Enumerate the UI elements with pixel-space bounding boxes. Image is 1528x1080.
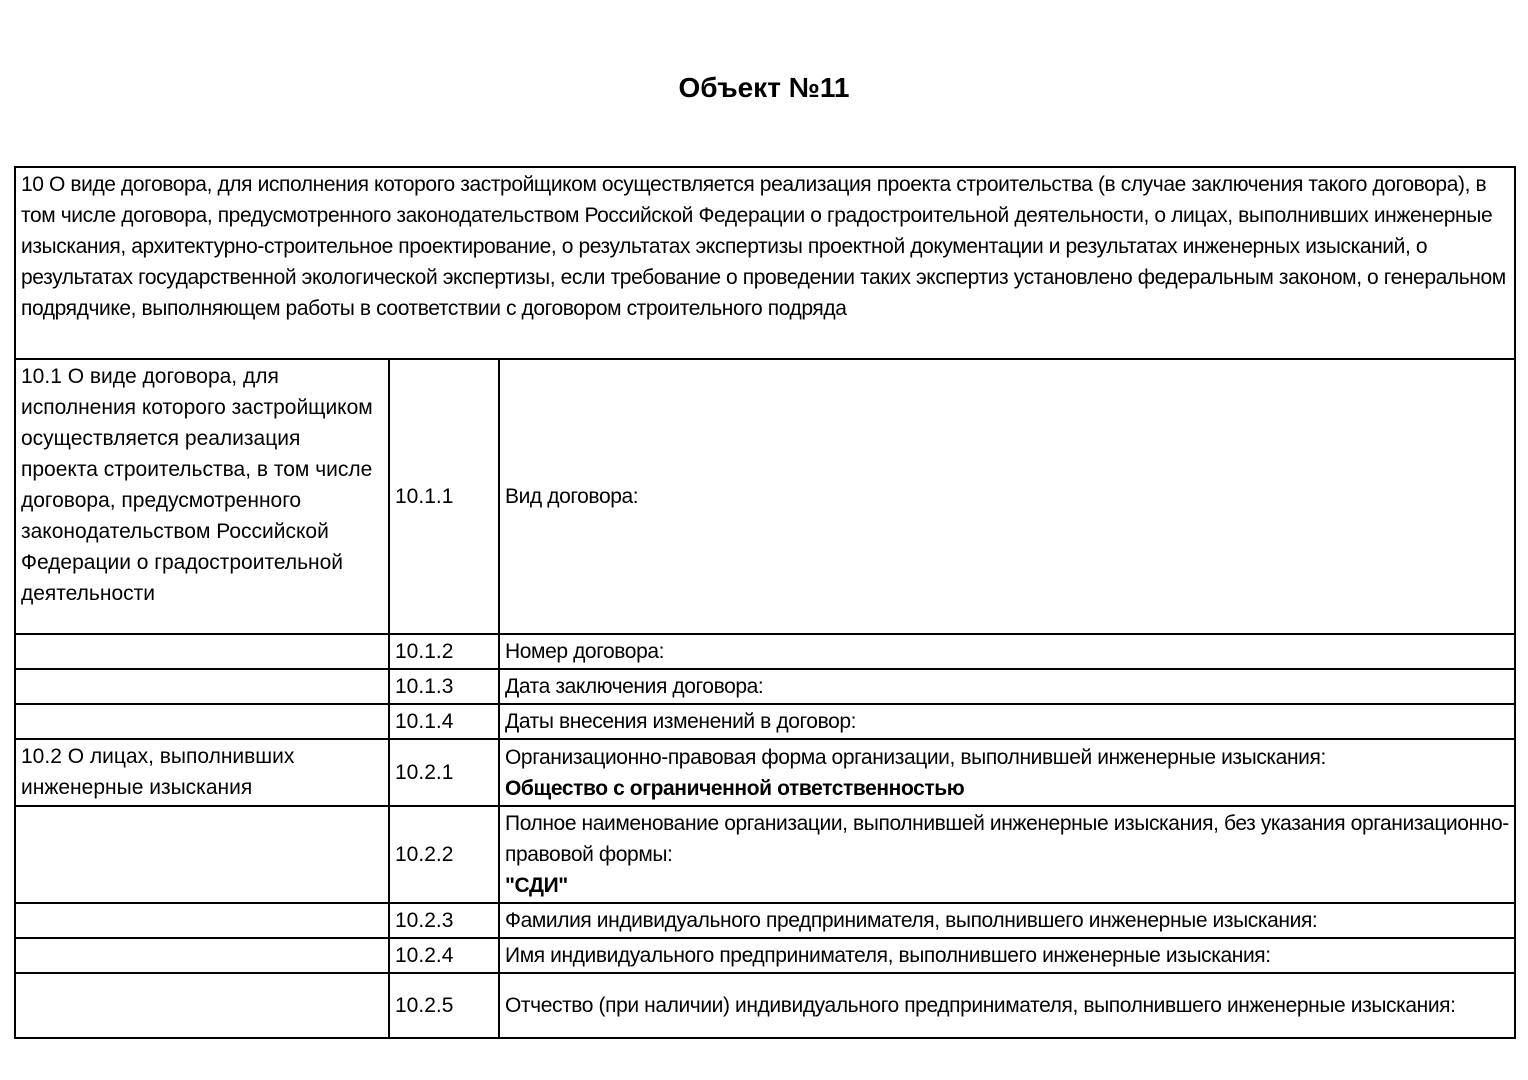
page-title: Объект №11 bbox=[678, 72, 850, 103]
category-cell bbox=[15, 903, 389, 938]
field-cell bbox=[499, 806, 1515, 903]
category-cell: 10.1 О виде договора, для исполнения которого застройщиком осуществляется реализация проекта строительства, в том числе договора, предусмотренного законодательством Российской Федерации о градостроительной деятельности bbox=[15, 359, 389, 634]
field-label: Дата заключения договора: bbox=[505, 675, 764, 698]
category-cell bbox=[15, 669, 389, 704]
table-row bbox=[15, 806, 1515, 903]
row-number-cell: 10.1.1 bbox=[389, 359, 499, 634]
row-number-cell: 10.1.4 bbox=[389, 704, 499, 739]
table-row bbox=[15, 359, 1515, 634]
field-label: Вид договора: bbox=[505, 485, 639, 508]
table-row bbox=[15, 739, 1515, 806]
table-row bbox=[15, 903, 1515, 938]
table-row bbox=[15, 704, 1515, 739]
field-cell bbox=[499, 634, 1515, 669]
field-label: Фамилия индивидуального предпринимателя, выполнившего инженерные изыскания: bbox=[505, 909, 1318, 932]
field-label: Полное наименование организации, выполнившей инженерные изыскания, без указания организационно-правовой формы: bbox=[505, 812, 1509, 866]
section-header-row bbox=[15, 167, 1515, 359]
table-row bbox=[15, 973, 1515, 1038]
row-number-cell: 10.2.1 bbox=[389, 739, 499, 806]
field-value: Общество с ограниченной ответственностью bbox=[505, 776, 965, 800]
row-number-cell: 10.2.3 bbox=[389, 903, 499, 938]
field-cell bbox=[499, 359, 1515, 634]
field-label: Номер договора: bbox=[505, 640, 665, 663]
declaration-table bbox=[14, 166, 1516, 1039]
table-row bbox=[15, 938, 1515, 973]
table-row bbox=[15, 634, 1515, 669]
category-cell bbox=[15, 973, 389, 1038]
field-label: Организационно-правовая форма организации, выполнившей инженерные изыскания: bbox=[505, 745, 1326, 769]
field-cell bbox=[499, 704, 1515, 739]
field-cell bbox=[499, 669, 1515, 704]
row-number-cell: 10.2.2 bbox=[389, 806, 499, 903]
row-number-cell: 10.2.4 bbox=[389, 938, 499, 973]
row-number-cell: 10.1.2 bbox=[389, 634, 499, 669]
field-label: Даты внесения изменений в договор: bbox=[505, 710, 857, 733]
field-value: "СДИ" bbox=[505, 874, 568, 897]
category-cell bbox=[15, 806, 389, 903]
field-label: Имя индивидуального предпринимателя, выполнившего инженерные изыскания: bbox=[505, 944, 1271, 967]
field-cell bbox=[499, 938, 1515, 973]
field-cell bbox=[499, 973, 1515, 1038]
table-row bbox=[15, 669, 1515, 704]
section-10-header: 10 О виде договора, для исполнения которого застройщиком осуществляется реализация проекта строительства (в случае заключения такого договора), в том числе договора, предусмотренного законодательством Российской Федерации о градостроительной деятельности, о лицах, выполнивших инженерные изыскания, архитектурно-строительное проектирование, о результатах экспертизы проектной документации и результатах инженерных изысканий, о результатах государственной экологической экспертизы, если требование о проведении таких экспертиз установлено федеральным законом, о генеральном подрядчике, выполняющем работы в соответствии с договором строительного подряда bbox=[15, 167, 1515, 359]
field-label: Отчество (при наличии) индивидуального предпринимателя, выполнившего инженерные изыскания: bbox=[505, 994, 1456, 1017]
row-number-cell: 10.2.5 bbox=[389, 973, 499, 1038]
category-cell bbox=[15, 938, 389, 973]
category-cell bbox=[15, 634, 389, 669]
category-cell: 10.2 О лицах, выполнивших инженерные изыскания bbox=[15, 739, 389, 806]
row-number-cell: 10.1.3 bbox=[389, 669, 499, 704]
field-cell bbox=[499, 903, 1515, 938]
field-cell bbox=[499, 739, 1515, 806]
category-cell bbox=[15, 704, 389, 739]
